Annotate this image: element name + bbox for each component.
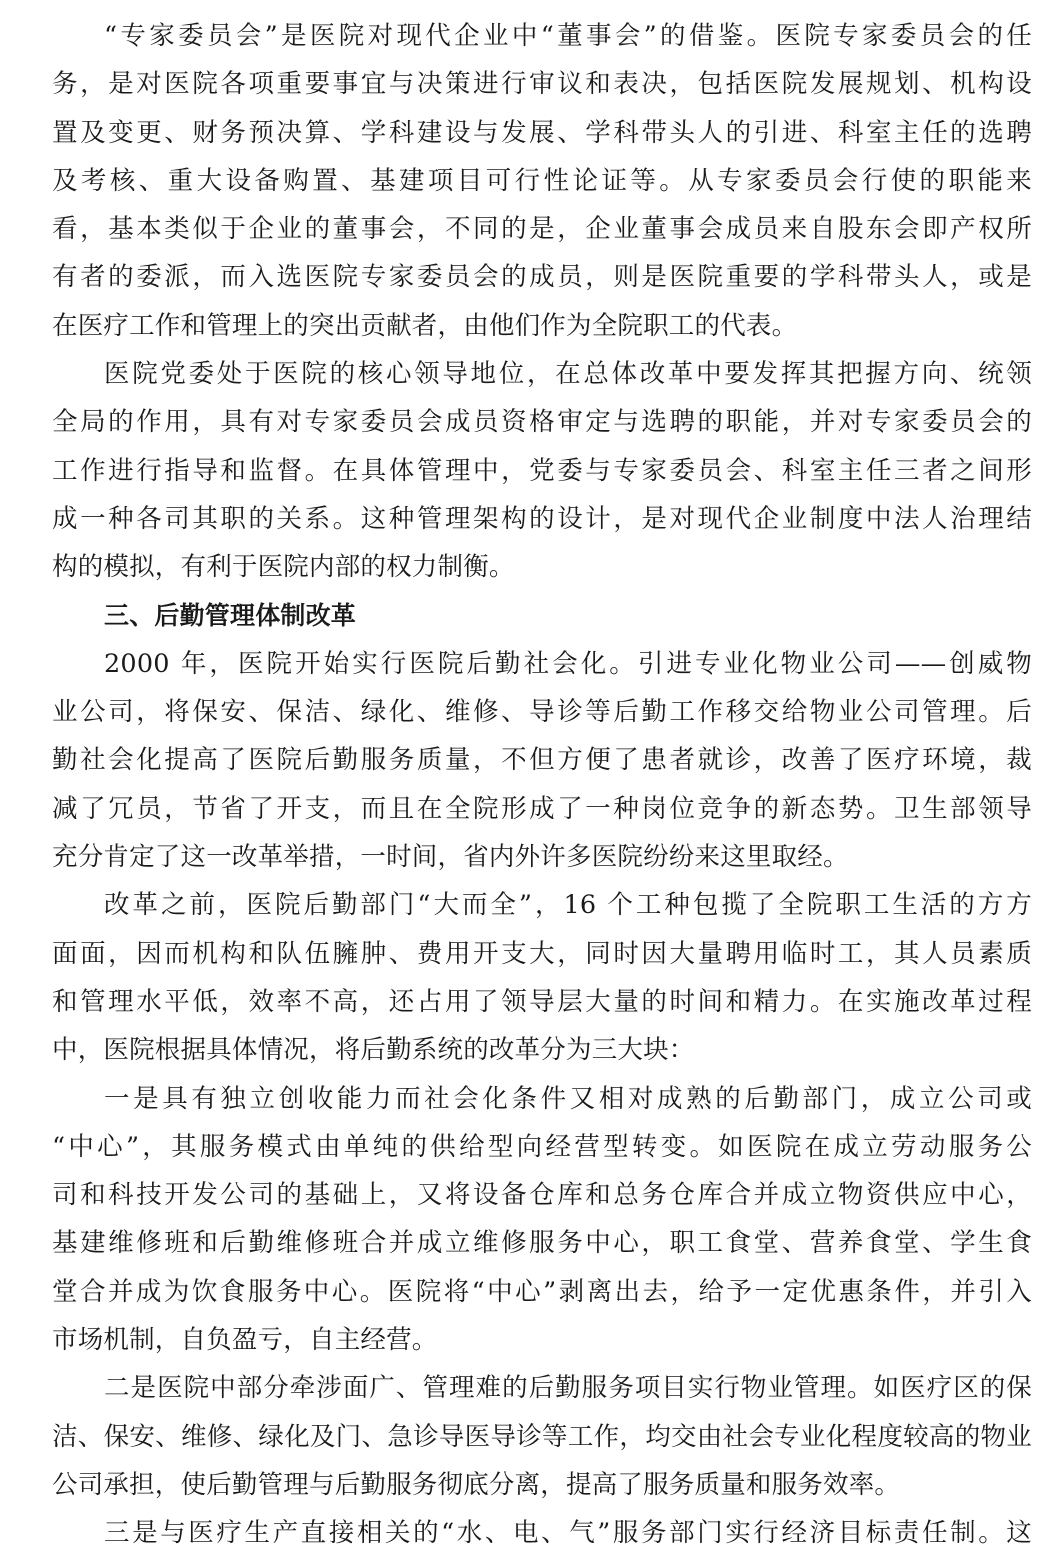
text-line: 堂合并成为饮食服务中心。医院将“中心”剥离出去，给予一定优惠条件，并引入 xyxy=(52,1276,1032,1307)
text-line: 务，是对医院各项重要事宜与决策进行审议和表决，包括医院发展规划、机构设 xyxy=(52,69,1032,100)
text-line: 全局的作用，具有对专家委员会成员资格审定与选聘的职能，并对专家委员会的 xyxy=(52,407,1032,438)
section-heading xyxy=(52,592,1032,640)
text-line: 中，医院根据具体情况，将后勤系统的改革分为三大块： xyxy=(52,1035,695,1066)
paragraph xyxy=(52,350,1032,591)
text-line: 工作进行指导和监督。在具体管理中，党委与专家委员会、科室主任三者之间形 xyxy=(52,455,1032,486)
text-line: 面面，因而机构和队伍臃肿、费用开支大，同时因大量聘用临时工，其人员素质 xyxy=(52,938,1032,969)
text-line: 医院党委处于医院的核心领导地位，在总体改革中要发挥其把握方向、统领 xyxy=(104,359,1032,390)
paragraph xyxy=(52,881,1032,1074)
text-line: “专家委员会”是医院对现代企业中“董事会”的借鉴。医院专家委员会的任 xyxy=(104,21,1032,51)
text-line: 司和科技开发公司的基础上，又将设备仓库和总务仓库合并成立物资供应中心， xyxy=(52,1180,1032,1211)
text-line: 2000 年，医院开始实行医院后勤社会化。引进专业化物业公司——创威物 xyxy=(104,648,1032,679)
text-line: 构的模拟，有利于医院内部的权力制衡。 xyxy=(52,552,515,583)
text-line: 成一种各司其职的关系。这种管理架构的设计，是对现代企业制度中法人治理结 xyxy=(52,503,1032,534)
text-line: 业公司，将保安、保洁、绿化、维修、导诊等后勤工作移交给物业公司管理。后 xyxy=(52,697,1032,728)
text-line: 三是与医疗生产直接相关的“水、电、气”服务部门实行经济目标责任制。这 xyxy=(104,1518,1032,1549)
heading-text: 三、后勤管理体制改革 xyxy=(104,600,357,630)
text-line: 洁、保安、维修、绿化及门、急诊导医导诊等工作，均交由社会专业化程度较高的物业 xyxy=(52,1421,1032,1452)
paragraph xyxy=(52,12,1032,350)
text-line: 有者的委派，而入选医院专家委员会的成员，则是医院重要的学科带头人，或是 xyxy=(52,262,1032,293)
paragraph xyxy=(52,640,1032,881)
text-line: 公司承担，使后勤管理与后勤服务彻底分离，提高了服务质量和服务效率。 xyxy=(52,1469,901,1500)
text-line: 和管理水平低，效率不高，还占用了领导层大量的时间和精力。在实施改革过程 xyxy=(52,986,1032,1017)
document-body xyxy=(52,12,1032,1558)
text-line: 改革之前，医院后勤部门“大而全”，16 个工种包揽了全院职工生活的方方 xyxy=(104,890,1032,921)
text-line: 及考核、重大设备购置、基建项目可行性论证等。从专家委员会行使的职能来 xyxy=(52,165,1032,196)
paragraph xyxy=(52,1075,1032,1365)
text-line: 市场机制，自负盈亏，自主经营。 xyxy=(52,1325,438,1356)
text-line: 充分肯定了这一改革举措，一时间，省内外许多医院纷纷来这里取经。 xyxy=(52,842,849,873)
text-line: 置及变更、财务预决算、学科建设与发展、学科带头人的引进、科室主任的选聘 xyxy=(52,117,1032,148)
text-line: 二是医院中部分牵涉面广、管理难的后勤服务项目实行物业管理。如医疗区的保 xyxy=(104,1373,1032,1404)
text-line: 基建维修班和后勤维修班合并成立维修服务中心，职工食堂、营养食堂、学生食 xyxy=(52,1228,1032,1259)
text-line: 看，基本类似于企业的董事会，不同的是，企业董事会成员来自股东会即产权所 xyxy=(52,214,1032,245)
text-line: 一是具有独立创收能力而社会化条件又相对成熟的后勤部门，成立公司或 xyxy=(104,1083,1032,1114)
text-line: 在医疗工作和管理上的突出贡献者，由他们作为全院职工的代表。 xyxy=(52,310,798,341)
text-line: “中心”，其服务模式由单纯的供给型向经营型转变。如医院在成立劳动服务公 xyxy=(52,1131,1032,1162)
paragraph xyxy=(52,1364,1032,1509)
text-line: 减了冗员，节省了开支，而且在全院形成了一种岗位竞争的新态势。卫生部领导 xyxy=(52,793,1032,824)
paragraph xyxy=(52,1509,1032,1557)
text-line: 勤社会化提高了医院后勤服务质量，不但方便了患者就诊，改善了医疗环境，裁 xyxy=(52,745,1032,776)
